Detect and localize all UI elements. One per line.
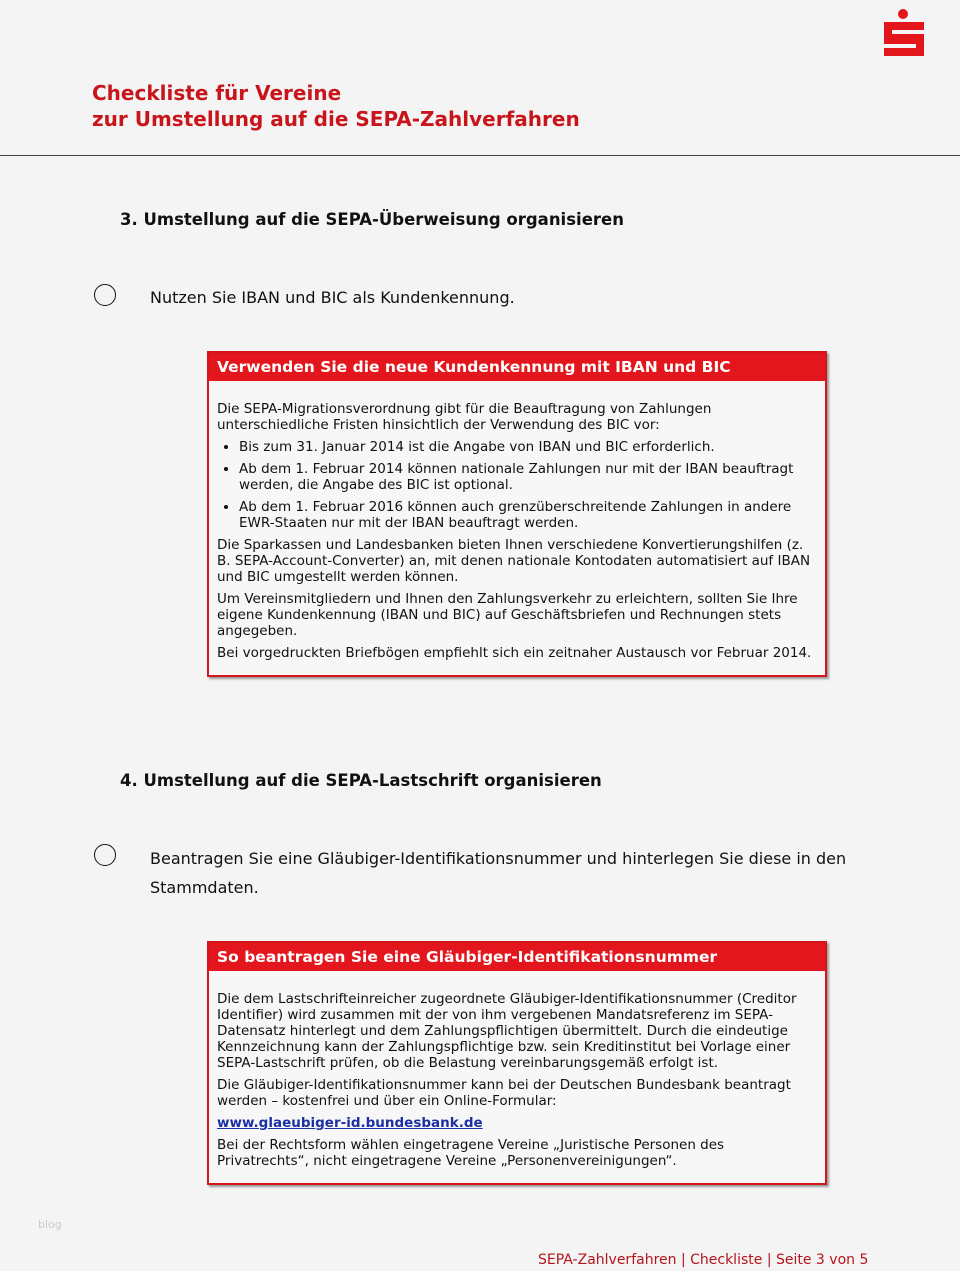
list-item: • Bis zum 31. Januar 2014 ist die Angabe von IBAN und BIC erforderlich. <box>239 439 817 455</box>
checklist-item-glaeubiger-id: Beantragen Sie eine Gläubiger-Identifikationsnummer und hinterlegen Sie diese in den Stammdaten. <box>150 849 847 897</box>
watermark: blog <box>38 1218 62 1231</box>
info-box-iban <box>207 351 827 677</box>
info-text: Die SEPA-Migrationsverordnung gibt für die Beauftragung von Zahlungen unterschiedliche Fristen hinsichtlich der Verwendung des BIC vor: <box>217 401 712 433</box>
section-4-heading: 4. Umstellung auf die SEPA-Lastschrift organisieren <box>120 771 602 790</box>
info-text: Bei vorgedruckten Briefbögen empfiehlt sich ein zeitnaher Austausch vor Februar 2014. <box>217 645 812 661</box>
checklist-item-iban: Nutzen Sie IBAN und BIC als Kundenkennung. <box>150 288 515 307</box>
title-line-2: zur Umstellung auf die SEPA-Zahlverfahren <box>92 107 580 131</box>
info-box-glaeubiger-id <box>207 941 827 1185</box>
info-text: Die dem Lastschrifteinreicher zugeordnete Gläubiger-Identifikationsnummer (Creditor Identifier) wird zusammen mit der von ihm vergebenen Mandatsreferenz im SEPA-Datensatz hinterlegt und dem Zahlungspflichtigen übermittelt. Durch die eindeutige Kennzeichnung kann der Zahlungspflichtige bzw. sein Kreditinstitut bei Vorlage einer SEPA-Lastschrift prüfen, ob die Belastung vereinbarungsgemäß erfolgt ist. <box>217 991 797 1071</box>
bullet-list <box>217 439 817 531</box>
list-item: • Ab dem 1. Februar 2016 können auch grenzüberschreitende Zahlungen in andere EWR-Staaten nur mit der IBAN beauftragt werden. <box>239 499 817 531</box>
info-box-title: So beantragen Sie eine Gläubiger-Identifikationsnummer <box>209 943 825 971</box>
section-3-heading: 3. Umstellung auf die SEPA-Überweisung organisieren <box>120 210 624 229</box>
header-divider <box>0 155 960 156</box>
info-box-title: Verwenden Sie die neue Kundenkennung mit IBAN und BIC <box>209 353 825 381</box>
checkbox-circle[interactable] <box>94 284 116 306</box>
list-item: • Ab dem 1. Februar 2014 können nationale Zahlungen nur mit der IBAN beauftragt werden, die Angabe des BIC ist optional. <box>239 461 817 493</box>
sparkasse-logo-icon <box>882 8 926 58</box>
checkbox-circle[interactable] <box>94 844 116 866</box>
info-text: Die Sparkassen und Landesbanken bieten Ihnen verschiedene Konvertierungshilfen (z. B. SEPA-Account-Converter) an, mit denen nationale Kontodaten automatisiert auf IBAN und BIC umgestellt werden können. <box>217 537 811 585</box>
bundesbank-link[interactable]: www.glaeubiger-id.bundesbank.de <box>217 1115 483 1131</box>
document-title <box>92 80 580 132</box>
page-footer: SEPA-Zahlverfahren | Checkliste | Seite 3 von 5 <box>538 1252 869 1268</box>
info-text: Um Vereinsmitgliedern und Ihnen den Zahlungsverkehr zu erleichtern, sollten Sie Ihre eigene Kundenkennung (IBAN und BIC) auf Geschäftsbriefen und Rechnungen stets angegeben. <box>217 591 798 639</box>
title-line-1: Checkliste für Vereine <box>92 81 342 105</box>
info-text: Die Gläubiger-Identifikationsnummer kann bei der Deutschen Bundesbank beantragt werden – kostenfrei und über ein Online-Formular: <box>217 1077 791 1109</box>
info-text: Bei der Rechtsform wählen eingetragene Vereine „Juristische Personen des Privatrechts“, nicht eingetragene Vereine „Personenvereinigungen“. <box>217 1137 725 1169</box>
